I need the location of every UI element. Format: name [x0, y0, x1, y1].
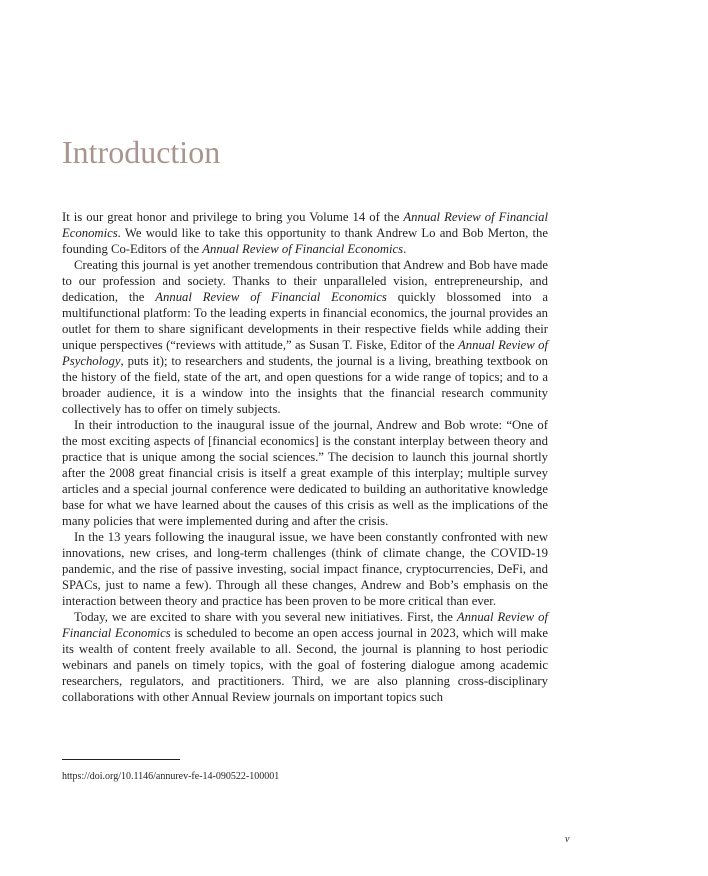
journal-title-italic: Annual Review of Financial Economics [155, 290, 387, 304]
journal-title-italic: Annual Review of Financial Economics [202, 242, 404, 256]
text-run: , puts it); to researchers and students, the journal is a living, breathing textbook on the history of the field, state of the art, and open questions for a wide range of topics; and to a broader audience, it is a window into the insights that the financial research community collectively has to offer on timely subjects. [62, 354, 548, 416]
journal-title-italic: Annual Review of Financial Economics [62, 210, 548, 240]
paragraph [62, 417, 548, 529]
text-run: . [403, 242, 407, 256]
text-run: Creating this journal is yet another tremendous contribution that Andrew and Bob have made to our profession and society. Thanks to their unparalleled vision, entrepreneurship, and dedication, the [62, 258, 548, 304]
text-run: is scheduled to become an open access journal in 2023, which will make its wealth of content freely available to all. Second, the journal is planning to host periodic webinars and panels on timely topics, with the goal of fostering dialogue among academic researchers, regulators, and practitioners. Third, we are also planning cross-disciplinary collaborations with other Annual Review journals on important topics such [62, 626, 548, 704]
text-run: In the 13 years following the inaugural issue, we have been constantly confronted with new innovations, new crises, and long-term challenges (think of climate change, the COVID-19 pandemic, and the rise of passive investing, social impact finance, cryptocurrencies, DeFi, and SPACs, just to name a few). Through all these changes, Andrew and Bob’s emphasis on the interaction between theory and practice has been proven to be more critical than ever. [62, 530, 548, 608]
journal-title-italic: Annual Review of Psychology [62, 338, 548, 368]
paragraph [62, 257, 548, 417]
journal-title-italic: Annual Review of Financial Economics [62, 610, 548, 640]
text-run: It is our great honor and privilege to bring you Volume 14 of the [62, 210, 404, 224]
paragraph [62, 209, 548, 257]
doi-footnote: https://doi.org/10.1146/annurev-fe-14-090522-100001 [62, 771, 280, 782]
page-number: v [565, 834, 570, 845]
paragraph [62, 609, 548, 705]
text-run: quickly blossomed into a multifunctional platform: To the leading experts in financial economics, the journal provides an outlet for them to share significant developments in their respective fields while adding their unique perspectives (“reviews with attitude,” as Susan T. Fiske, Editor of the [62, 290, 549, 352]
text-run: In their introduction to the inaugural issue of the journal, Andrew and Bob wrote: “One of the most exciting aspects of [financial economics] is the constant interplay between theory and practice that is unique among the social sciences.” The decision to launch this journal shortly after the 2008 great financial crisis is itself a great example of this interplay; multiple survey articles and a special journal conference were dedicated to building an authoritative knowledge base for what we have learned about the causes of this crisis as well as the implications of the many policies that were implemented during and after the crisis. [62, 418, 548, 528]
page-title: Introduction [62, 134, 221, 170]
body-text [62, 209, 548, 705]
footnote-divider [62, 759, 180, 760]
text-run: Today, we are excited to share with you several new initiatives. First, the [74, 610, 457, 624]
text-run: . We would like to take this opportunity to thank Andrew Lo and Bob Merton, the founding Co-Editors of the [62, 226, 548, 256]
paragraph [62, 529, 548, 609]
